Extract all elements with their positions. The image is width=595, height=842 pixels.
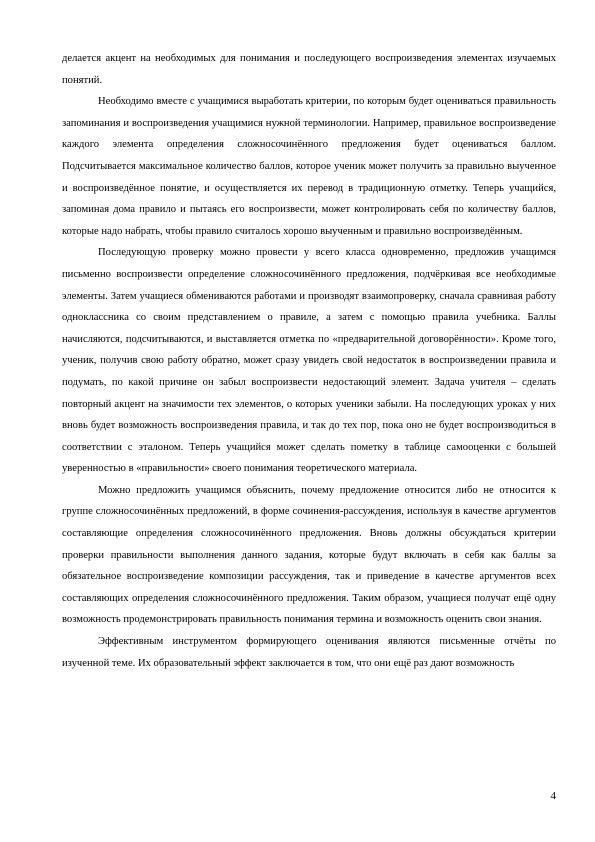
page-number: 4 [550, 790, 556, 802]
paragraph: Можно предложить учащимся объяснить, почему предложение относится либо не относится к группе сложносочинённых предложений, в форме сочинения-рассуждения, используя в качестве аргументов составляющие определения сложносочинённого предложения. Вновь должны обсуждаться критерии проверки правильности выполнения данного задания, которые будут включать в себя как баллы за обязательное воспроизведение композиции рассуждения, так и приведение в качестве аргументов всех составляющих определения сложносочинённого предложения. Таким образом, учащиеся получат ещё одну возможность продемонстрировать правильность понимания термина и возможность оценить свои знания. [62, 484, 556, 626]
paragraph: делается акцент на необходимых для понимания и последующего воспроизведения элементах изучаемых понятий. [62, 53, 556, 86]
paragraph: Последующую проверку можно провести у всего класса одновременно, предложив учащимся письменно воспроизвести определение сложносочинённого предложения, подчёркивая все необходимые элементы. Затем учащиеся обмениваются работами и производят взаимопроверку, сначала сравнивая работу одноклассника со своим представлением о правиле, а затем с помощью правила учебника. Баллы начисляются, подсчитываются, и выставляется отметка по «предварительной договорённости». Кроме того, ученик, получив свою работу обратно, может сразу увидеть свой недостаток в воспроизведении правила и подумать, по какой причине он забыл воспроизвести недостающий элемент. Задача учителя – сделать повторный акцент на значимости тех элементов, о которых ученики забыли. На последующих уроках у них вновь будет возможность воспроизведения правила, и так до тех пор, пока оно не будет воспроизводиться в соответствии с эталоном. Теперь учащийся может сделать пометку в таблице самооценки с большей уверенностью в «правильности» своего понимания теоретического материала. [62, 247, 556, 475]
paragraph: Эффективным инструментом формирующего оценивания являются письменные отчёты по изученной теме. Их образовательный эффект заключается в том, что они ещё раз дают возможность [62, 636, 556, 669]
body-text [62, 48, 556, 674]
paragraph: Необходимо вместе с учащимися выработать критерии, по которым будет оцениваться правильность запоминания и воспроизведения учащимися нужной терминологии. Например, правильное воспроизведение каждого элемента определения сложносочинённого предложения будет оцениваться баллом. Подсчитывается максимальное количество баллов, которое ученик может получить за правильно выученное и воспроизведённое понятие, и осуществляется их перевод в традиционную отметку. Теперь учащийся, запоминая дома правило и пытаясь его воспроизвести, может контролировать себя по количеству баллов, которые надо набрать, чтобы правило считалось хорошо выученным и правильно воспроизведённым. [62, 96, 556, 237]
